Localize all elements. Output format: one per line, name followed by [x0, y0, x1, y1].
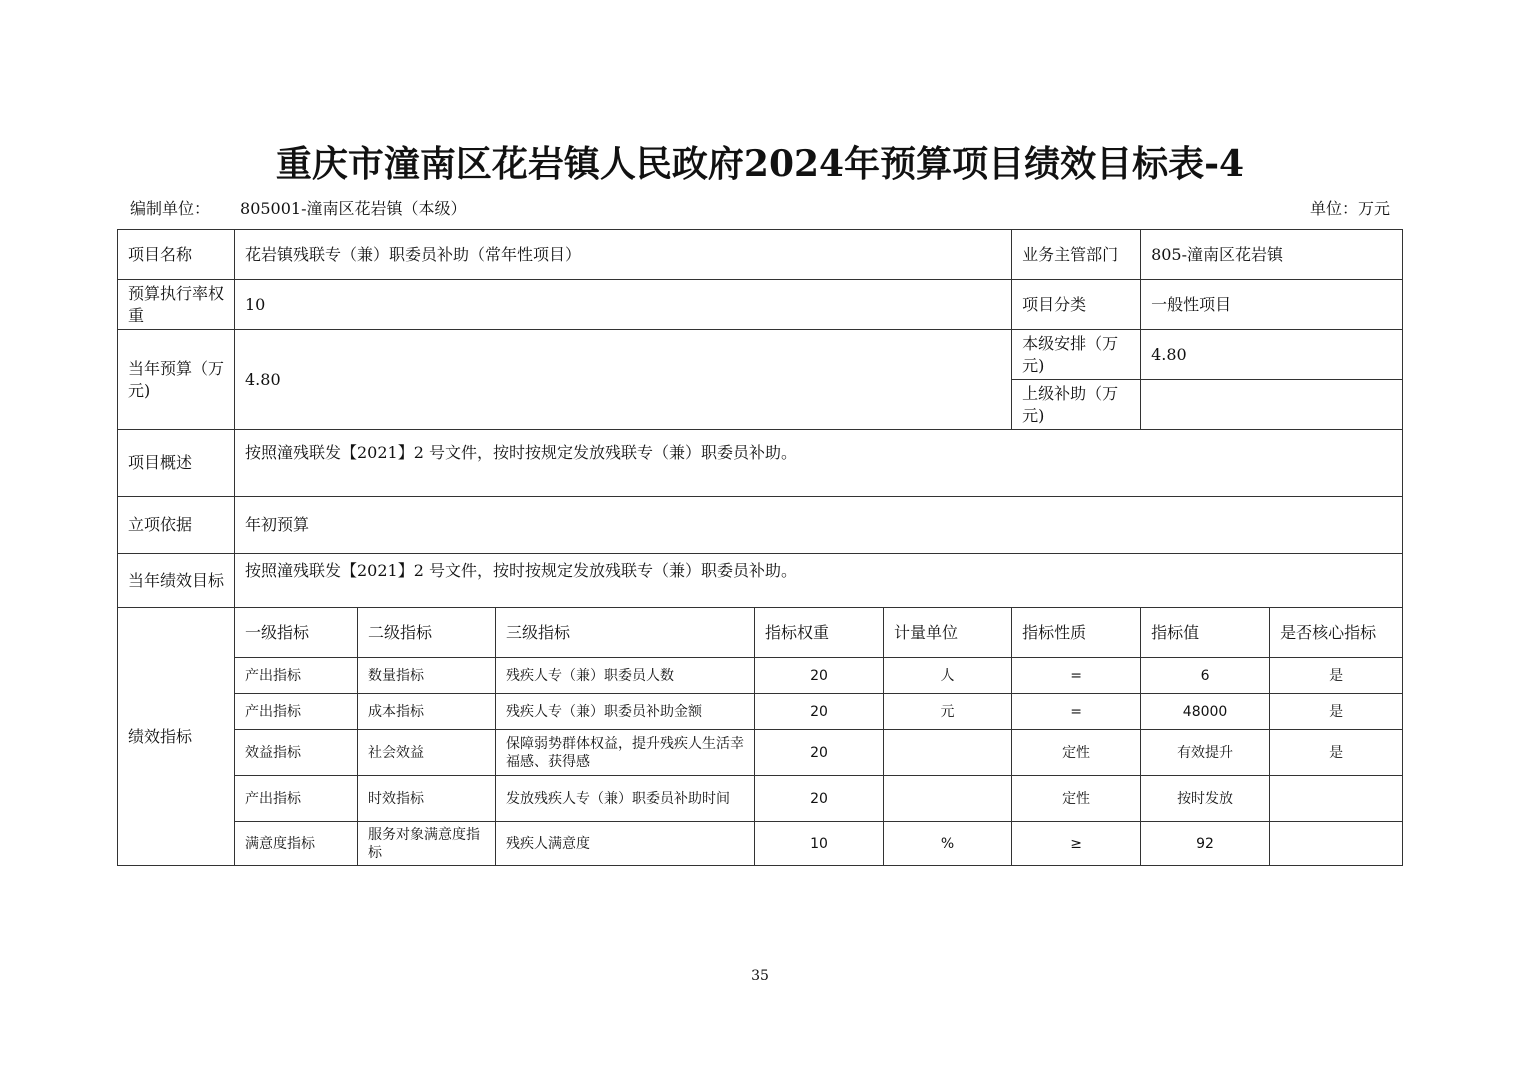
indicator-cell: 92	[1141, 822, 1270, 866]
budget-value: 4.80	[235, 330, 1012, 430]
indicator-header: 二级指标	[358, 608, 496, 658]
compiling-unit	[130, 196, 467, 219]
indicator-cell: 效益指标	[235, 730, 358, 776]
performance-table	[117, 229, 1403, 866]
weight-label: 预算执行率权重	[118, 280, 235, 330]
upper-label: 上级补助（万元)	[1012, 380, 1141, 430]
indicator-cell: ≥	[1012, 822, 1141, 866]
basis-value: 年初预算	[235, 497, 1403, 554]
indicator-cell: 是	[1270, 694, 1403, 730]
indicator-cell: %	[884, 822, 1012, 866]
page-number: 35	[751, 968, 769, 984]
indicator-cell: 20	[755, 694, 884, 730]
indicator-cell: =	[1012, 694, 1141, 730]
weight-value: 10	[235, 280, 1012, 330]
indicator-cell: 20	[755, 730, 884, 776]
basis-label: 立项依据	[118, 497, 235, 554]
indicator-cell	[884, 730, 1012, 776]
indicator-cell: 成本指标	[358, 694, 496, 730]
compiling-unit-value: 805001-潼南区花岩镇（本级）	[240, 199, 467, 218]
indicator-cell: 人	[884, 658, 1012, 694]
indicator-cell: 有效提升	[1141, 730, 1270, 776]
indicator-cell: 残疾人专（兼）职委员补助金额	[496, 694, 755, 730]
indicator-cell	[1270, 776, 1403, 822]
dept-value: 805-潼南区花岩镇	[1141, 230, 1403, 280]
category-label: 项目分类	[1012, 280, 1141, 330]
dept-label: 业务主管部门	[1012, 230, 1141, 280]
goal-value: 按照潼残联发【2021】2 号文件，按时按规定发放残联专（兼）职委员补助。	[235, 554, 1403, 608]
indicator-cell: 残疾人专（兼）职委员人数	[496, 658, 755, 694]
compiling-unit-label: 编制单位：	[130, 199, 211, 218]
indicator-cell	[884, 776, 1012, 822]
table-row	[118, 694, 1403, 730]
table-row	[118, 730, 1403, 776]
indicator-header: 指标性质	[1012, 608, 1141, 658]
page-title: 重庆市潼南区花岩镇人民政府2024年预算项目绩效目标表-4	[275, 143, 1245, 185]
indicator-cell: 10	[755, 822, 884, 866]
indicator-cell: 48000	[1141, 694, 1270, 730]
indicator-cell: 是	[1270, 658, 1403, 694]
indicator-cell: 数量指标	[358, 658, 496, 694]
indicator-cell: 20	[755, 658, 884, 694]
indicator-cell: 6	[1141, 658, 1270, 694]
indicator-cell: 发放残疾人专（兼）职委员补助时间	[496, 776, 755, 822]
indicator-header: 计量单位	[884, 608, 1012, 658]
indicator-cell: 满意度指标	[235, 822, 358, 866]
indicator-cell: 残疾人满意度	[496, 822, 755, 866]
indicator-header: 一级指标	[235, 608, 358, 658]
table-row	[118, 658, 1403, 694]
currency-unit: 单位：万元	[1309, 199, 1390, 218]
indicator-cell: 保障弱势群体权益，提升残疾人生活幸福感、获得感	[496, 730, 755, 776]
indicator-cell: 定性	[1012, 776, 1141, 822]
indicator-cell: 社会效益	[358, 730, 496, 776]
perf-label: 绩效指标	[118, 608, 235, 866]
upper-value	[1141, 380, 1403, 430]
indicator-cell: 时效指标	[358, 776, 496, 822]
table-row	[118, 822, 1403, 866]
indicator-cell: 定性	[1012, 730, 1141, 776]
indicator-cell: 按时发放	[1141, 776, 1270, 822]
indicator-cell: 产出指标	[235, 658, 358, 694]
goal-label: 当年绩效目标	[118, 554, 235, 608]
indicator-header: 指标权重	[755, 608, 884, 658]
indicator-cell: 产出指标	[235, 776, 358, 822]
indicator-cell: 是	[1270, 730, 1403, 776]
local-value: 4.80	[1141, 330, 1403, 380]
indicator-cell: 元	[884, 694, 1012, 730]
indicator-header: 是否核心指标	[1270, 608, 1403, 658]
indicator-header: 指标值	[1141, 608, 1270, 658]
indicator-cell: =	[1012, 658, 1141, 694]
indicator-cell: 服务对象满意度指标	[358, 822, 496, 866]
table-row	[118, 776, 1403, 822]
indicator-cell: 产出指标	[235, 694, 358, 730]
indicator-header: 三级指标	[496, 608, 755, 658]
category-value: 一般性项目	[1141, 280, 1403, 330]
overview-label: 项目概述	[118, 430, 235, 497]
indicator-cell: 20	[755, 776, 884, 822]
project-name-label: 项目名称	[118, 230, 235, 280]
budget-label: 当年预算（万元)	[118, 330, 235, 430]
overview-value: 按照潼残联发【2021】2 号文件，按时按规定发放残联专（兼）职委员补助。	[235, 430, 1403, 497]
indicator-cell	[1270, 822, 1403, 866]
local-label: 本级安排（万元)	[1012, 330, 1141, 380]
project-name-value: 花岩镇残联专（兼）职委员补助（常年性项目）	[235, 230, 1012, 280]
